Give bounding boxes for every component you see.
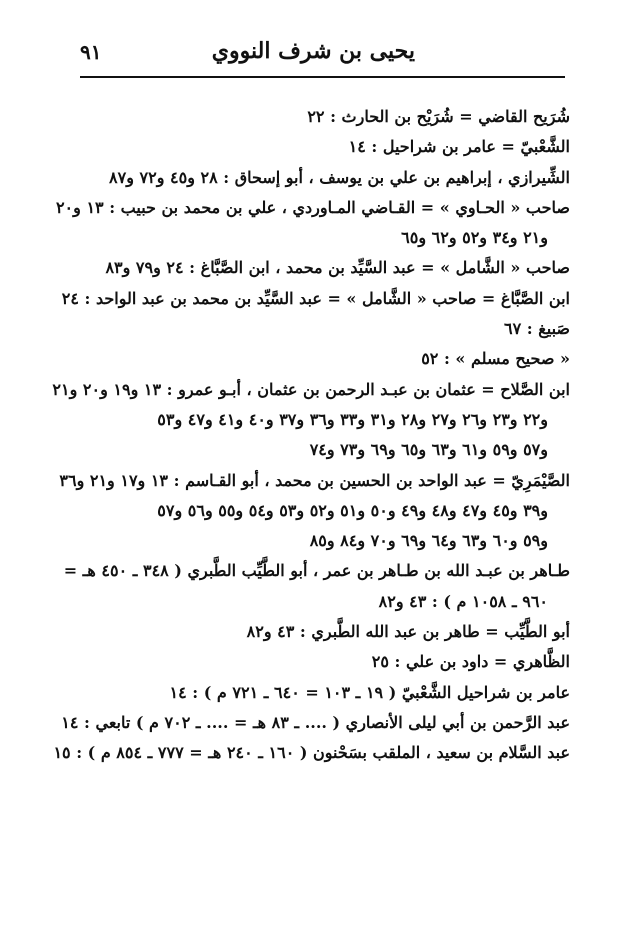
entry-line: أبو الطَّيِّب = طاهر بن عبد الله الطَّبري : ٤٣ و٨٢: [246, 622, 570, 642]
index-entry: [78, 647, 570, 677]
index-entry: [78, 163, 570, 193]
entry-continuation-line: و٥٧ و٥٩ و٦١ و٦٣ و٦٥ و٦٩ و٧٣ و٧٤: [309, 440, 548, 460]
running-header: [80, 38, 565, 72]
index-entry: [78, 253, 570, 283]
index-entry: [63, 556, 570, 617]
entry-continuation-line: و٥٩ و٦٠ و٦٣ و٦٤ و٦٩ و٧٠ و٨٤ و٨٥: [309, 531, 548, 551]
entry-line: الشَّعْبيّ = عامر بن شراحيل : ١٤: [348, 137, 570, 157]
entry-line: ابن الصَّبَّاغ = صاحب « الشَّامل » = عبد السَّيِّد بن محمد بن عبد الواحد : ٢٤: [61, 288, 570, 308]
header-rule: [80, 76, 565, 78]
entry-line: صَبيغ : ٦٧: [504, 319, 570, 339]
entry-continuation-line: و٢٢ و٢٣ و٢٦ و٢٧ و٢٨ و٣١ و٣٣ و٣٦ و٣٧ و٤٠ و٤١ و٤٧ و٥٣: [157, 409, 548, 429]
index-entry: [78, 678, 570, 708]
entry-line: طـاهر بن عبـد الله بن طـاهر بن عمر ، أبو الطَّيِّب الطَّبري ( ٣٤٨ ـ ٤٥٠ هـ =: [63, 561, 570, 581]
index-entry: [61, 284, 570, 314]
index-entries: [52, 102, 570, 769]
index-entry: [78, 102, 570, 132]
entry-line: الصَّيْمَرِيّ = عبد الواحد بن الحسين بن محمد ، أبو القـاسم : ١٣ و١٧ و٢١ و٣٦: [59, 470, 570, 490]
running-title: يحيى بن شرف النووي: [211, 38, 415, 64]
entry-continuation-line: ٩٦٠ ـ ١٠٥٨ م ) : ٤٣ و٨٢: [378, 591, 548, 611]
entry-line: عبد السَّلام بن سعيد ، الملقب بسَحْنون ( ١٦٠ ـ ٢٤٠ هـ = ٧٧٧ ـ ٨٥٤ م ) : ١٥: [53, 743, 570, 763]
index-entry: [53, 738, 570, 768]
index-entry: [59, 466, 570, 557]
entry-line: صاحب « الحـاوي » = القـاضي المـاوردي ، علي بن محمد بن حبيب : ١٣ و٢٠: [55, 197, 570, 217]
entry-line: « صحيح مسلم » : ٥٢: [421, 349, 570, 369]
index-entry: [78, 132, 570, 162]
index-entry: [78, 617, 570, 647]
entry-continuation-line: و٣٩ و٤٥ و٤٧ و٤٨ و٤٩ و٥٠ و٥١ و٥٢ و٥٣ و٥٤ و٥٥ و٥٦ و٥٧: [157, 500, 548, 520]
entry-line: الشِّيرازي ، إبراهيم بن علي بن يوسف ، أبو إسحاق : ٢٨ و٤٥ و٧٢ و٨٧: [109, 167, 570, 187]
entry-continuation-line: و٢١ و٣٤ و٥٢ و٦٢ و٦٥: [401, 228, 548, 248]
index-entry: [61, 708, 570, 738]
page-number: ٩١: [80, 40, 102, 64]
index-entry: [52, 375, 570, 466]
entry-line: صاحب « الشَّامل » = عبد السَّيِّد بن محمد ، ابن الصَّبَّاغ : ٢٤ و٧٩ و٨٣: [105, 258, 570, 278]
index-entry: [78, 344, 570, 374]
entry-line: عامر بن شراحيل الشَّعْبيّ ( ١٩ ـ ١٠٣ = ٦٤٠ ـ ٧٢١ م ) : ١٤: [169, 682, 570, 702]
entry-line: ابن الصَّلاح = عثمان بن عبـد الرحمن بن عثمان ، أبـو عمرو : ١٣ و١٩ و٢٠ و٢١: [52, 379, 570, 399]
index-entry: [55, 193, 570, 254]
entry-line: عبد الرَّحمن بن أبي ليلى الأنصاري ( .... ـ ٨٣ هـ = .... ـ ٧٠٢ م ) تابعي : ١٤: [61, 712, 570, 732]
entry-line: الظَّاهري = داود بن علي : ٢٥: [371, 652, 570, 672]
index-entry: [78, 314, 570, 344]
entry-line: شُرَيح القاضي = شُرَيْح بن الحارث : ٢٢: [307, 107, 570, 126]
